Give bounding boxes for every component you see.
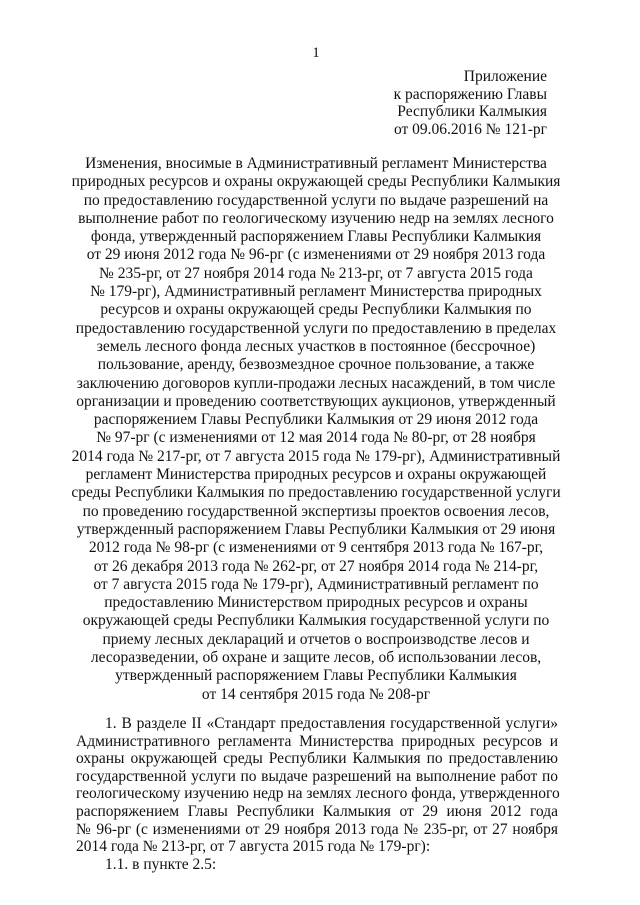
title-line: фонда, утвержденный распоряжением Главы Республики Калмыкия	[90, 228, 542, 246]
paragraph-1	[76, 715, 558, 856]
title-line: природных ресурсов и охраны окружающей среды Республики Калмыкия	[71, 173, 561, 191]
subitem-1-1: 1.1. в пункте 2.5:	[105, 855, 217, 873]
title-line: организации и проведению соответствующих аукционов, утвержденный	[76, 392, 556, 410]
title-line: выполнение работ по геологическому изучению недр на землях лесного	[78, 209, 554, 227]
page-number: 1	[312, 45, 320, 61]
paragraph-line: 2014 года № 213-рг, от 7 августа 2015 года № 179-рг):	[76, 838, 431, 856]
title-line: № 179-рг), Административный регламент Министерства природных	[90, 283, 542, 301]
title-line: № 97-рг (с изменениями от 12 мая 2014 года № 80-рг, от 28 ноября	[96, 429, 536, 447]
title-line: Изменения, вносимые в Административный регламент Министерства	[85, 155, 547, 172]
paragraph-line: 1. В разделе II «Стандарт предоставления государственной услуги»	[105, 715, 558, 732]
appendix-line: к распоряжению Главы	[393, 85, 547, 103]
title-line: приему лесных деклараций и отчетов о воспроизводстве лесов и	[102, 630, 530, 648]
title-line: по проведению государственной экспертизы проектов освоения лесов,	[82, 502, 550, 520]
title-line: распоряжением Главы Республики Калмыкия от 29 июня 2012 года	[93, 411, 539, 429]
title-line: земель лесного фонда лесных участков в постоянное (бессрочное)	[96, 337, 536, 355]
appendix-header	[0, 68, 547, 138]
document-title	[0, 155, 632, 704]
title-line: ресурсов и охраны окружающей среды Республики Калмыкия по	[100, 301, 532, 319]
title-line: № 235-рг, от 27 ноября 2014 года № 213-рг, от 7 августа 2015 года	[99, 264, 533, 282]
title-line: окружающей среды Республики Калмыкия государственной услуги по	[82, 612, 550, 630]
paragraph-line: Административного регламента Министерства природных ресурсов и	[76, 732, 558, 750]
appendix-line: Приложение	[463, 68, 547, 85]
title-line: регламент Министерства природных ресурсов и охраны окружающей	[85, 466, 547, 484]
title-line: среды Республики Калмыкия по предоставлению государственной услуги	[71, 484, 561, 502]
paragraph-line: распоряжением Главы Республики Калмыкия от 29 июня 2012 года	[76, 802, 558, 820]
title-line: от 26 декабря 2013 года № 262-рг, от 27 ноября 2014 года № 214-рг,	[93, 557, 539, 575]
title-line: пользование, аренду, безвозмездное срочное пользование, а также	[97, 356, 535, 374]
title-line: утвержденный распоряжением Главы Республики Калмыкия	[115, 667, 517, 685]
title-line: 2012 года № 98-рг (с изменениями от 9 сентября 2013 года № 167-рг,	[88, 539, 544, 557]
appendix-line: Республики Калмыкия	[397, 103, 547, 120]
paragraph-line: геологическому изучению недр на землях лесного фонда, утвержденного	[76, 785, 560, 803]
paragraph-line: государственной услуги по выдаче разрешений на выполнение работ по	[76, 767, 558, 785]
title-line: утвержденный распоряжением Главы Республики Калмыкия от 29 июня	[76, 520, 556, 538]
title-line: предоставлению государственной услуги по предоставлению в пределах	[75, 319, 557, 337]
title-line: от 7 августа 2015 года № 179-рг), Административный регламент по	[93, 575, 539, 593]
title-line: от 14 сентября 2015 года № 208-рг	[201, 685, 431, 703]
title-line: предоставлению Министерством природных ресурсов и охраны	[104, 594, 528, 612]
title-line: заключению договоров купли-продажи лесных насаждений, в том числе	[76, 374, 556, 392]
title-line: 2014 года № 217-рг, от 7 августа 2015 года № 179-рг), Административный	[71, 447, 561, 465]
body-text	[76, 715, 558, 873]
title-line: лесоразведении, об охране и защите лесов, об использовании лесов,	[90, 649, 542, 667]
title-line: по предоставлению государственной услуги по выдаче разрешений на	[83, 191, 549, 209]
paragraph-line: охраны окружающей среды Республики Калмыкия по предоставлению	[76, 750, 558, 768]
title-line: от 29 июня 2012 года № 96-рг (с изменениями от 29 ноября 2013 года	[86, 246, 546, 264]
appendix-line: от 09.06.2016 № 121-рг	[393, 120, 547, 138]
paragraph-line: № 96-рг (с изменениями от 29 ноября 2013 года № 235-рг, от 27 ноября	[76, 820, 558, 838]
